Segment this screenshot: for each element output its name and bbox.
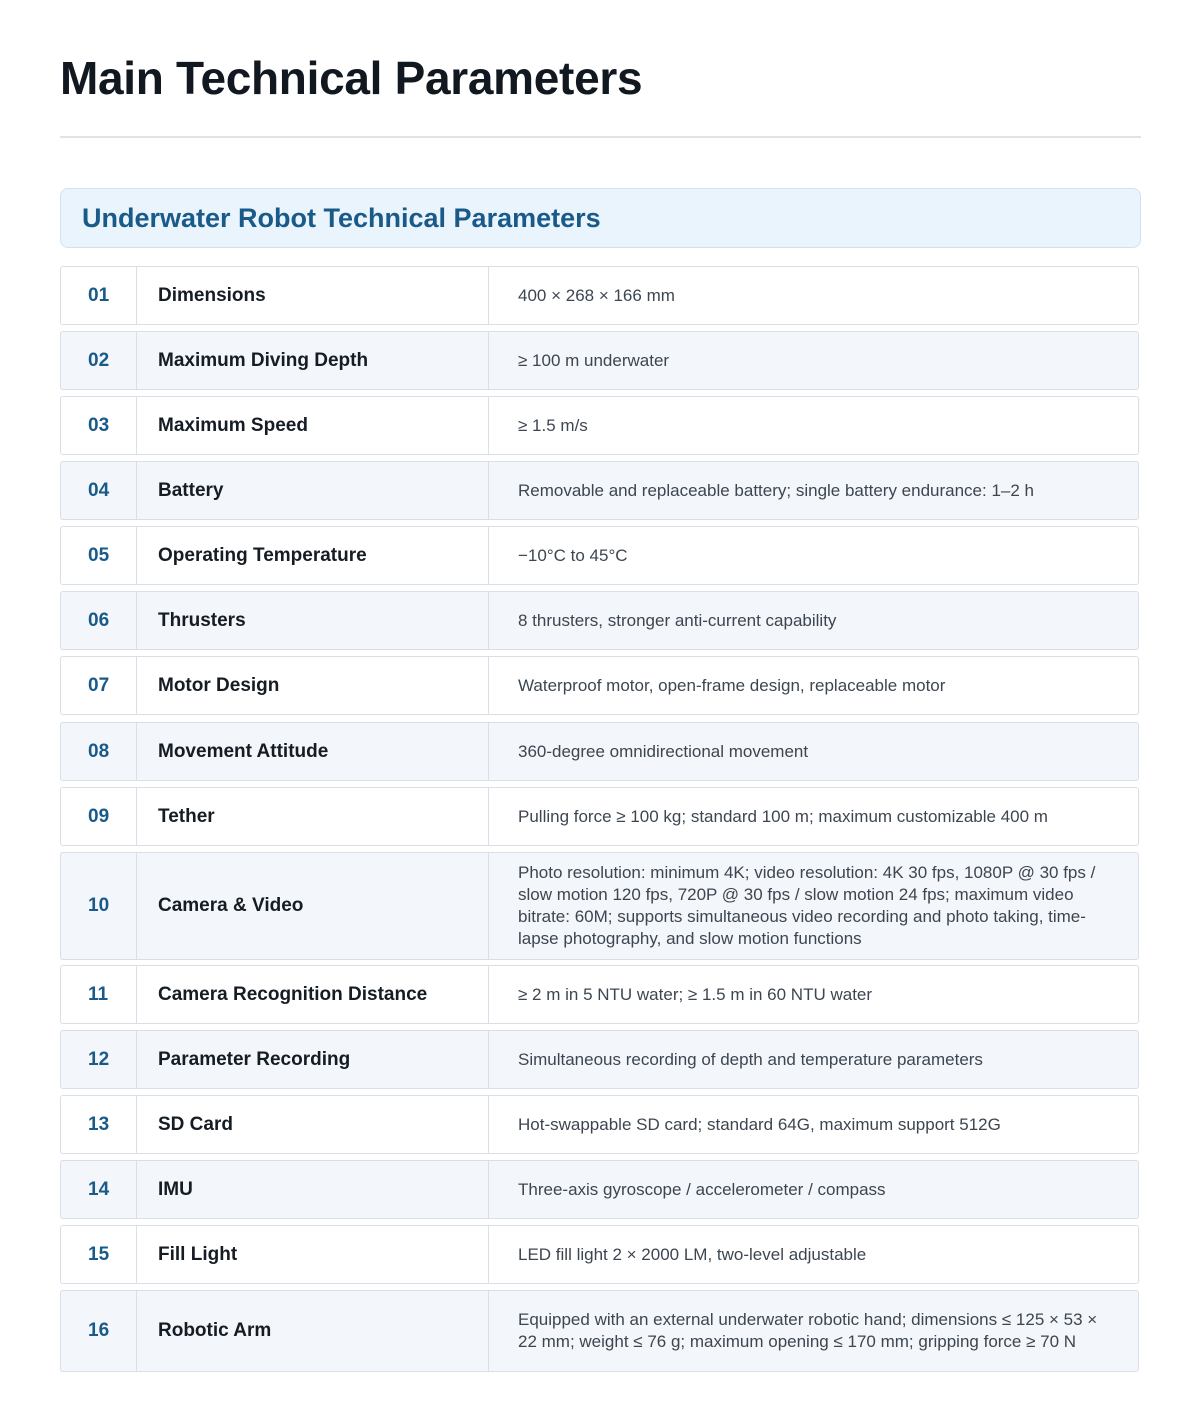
parameter-row [60,1160,1139,1219]
parameter-number: 02 [61,332,137,389]
parameter-number: 16 [61,1291,137,1371]
parameter-row [60,1095,1139,1154]
parameter-value: 8 thrusters, stronger anti-current capability [518,610,837,630]
parameter-number: 10 [61,853,137,959]
parameter-value: Simultaneous recording of depth and temperature parameters [518,1049,983,1069]
parameter-value: Hot-swappable SD card; standard 64G, maximum support 512G [518,1114,1001,1134]
parameter-number: 08 [61,723,137,780]
parameter-number: 14 [61,1161,137,1218]
parameter-name: Camera & Video [138,853,489,959]
parameter-number: 15 [61,1226,137,1283]
parameter-row [60,722,1139,781]
parameter-number: 11 [61,966,137,1023]
parameter-row [60,526,1139,585]
parameter-value: ≥ 1.5 m/s [518,415,588,435]
parameter-row [60,266,1139,325]
parameter-value: ≥ 2 m in 5 NTU water; ≥ 1.5 m in 60 NTU water [518,984,873,1004]
parameter-row [60,461,1139,520]
parameter-name: SD Card [138,1096,489,1153]
parameter-name: Motor Design [138,657,489,714]
parameter-name: Fill Light [138,1226,489,1283]
parameter-name: Maximum Diving Depth [138,332,489,389]
parameter-number: 04 [61,462,137,519]
parameter-row [60,1290,1139,1372]
parameter-row [60,852,1139,960]
parameter-number: 12 [61,1031,137,1088]
parameter-value: Equipped with an external underwater robotic hand; dimensions ≤ 125 × 53 × 22 mm; weight ≤ 76 g; maximum opening ≤ 170 mm; gripping force ≥ 70 N [518,1310,1098,1351]
parameter-number: 03 [61,397,137,454]
page-title: Main Technical Parameters [60,52,643,104]
parameter-value: Removable and replaceable battery; single battery endurance: 1–2 h [518,480,1035,500]
parameter-row [60,787,1139,846]
parameter-number: 01 [61,267,137,324]
parameter-number: 06 [61,592,137,649]
parameter-value: 360-degree omnidirectional movement [518,741,809,761]
parameter-row [60,1225,1139,1284]
parameter-value: Three-axis gyroscope / accelerometer / compass [518,1179,886,1199]
parameter-number: 05 [61,527,137,584]
parameter-name: Camera Recognition Distance [138,966,489,1023]
parameter-name: Battery [138,462,489,519]
parameter-row [60,591,1139,650]
title-divider [60,136,1141,138]
parameter-name: IMU [138,1161,489,1218]
parameter-number: 13 [61,1096,137,1153]
parameter-value: Waterproof motor, open-frame design, replaceable motor [518,675,946,695]
parameter-row [60,656,1139,715]
parameter-name: Dimensions [138,267,489,324]
parameter-value: LED fill light 2 × 2000 LM, two-level adjustable [518,1244,867,1264]
parameter-number: 09 [61,788,137,845]
parameter-value: 400 × 268 × 166 mm [518,285,675,305]
parameter-value: Pulling force ≥ 100 kg; standard 100 m; maximum customizable 400 m [518,806,1048,826]
parameter-name: Operating Temperature [138,527,489,584]
parameter-row [60,965,1139,1024]
parameter-name: Robotic Arm [138,1291,489,1371]
parameter-name: Movement Attitude [138,723,489,780]
parameter-row [60,1030,1139,1089]
parameter-name: Parameter Recording [138,1031,489,1088]
parameter-number: 07 [61,657,137,714]
section-title: Underwater Robot Technical Parameters [82,203,601,233]
parameter-name: Tether [138,788,489,845]
section-header [60,188,1141,248]
parameter-name: Thrusters [138,592,489,649]
parameter-value: ≥ 100 m underwater [518,350,670,370]
parameter-row [60,396,1139,455]
parameter-value: Photo resolution: minimum 4K; video resolution: 4K 30 fps, 1080P @ 30 fps / slow motion 120 fps, 720P @ 30 fps / slow motion 24 fps; maximum video bitrate: 60M; supports simultaneous video recording and photo taking, time-lapse photography, and slow motion functions [518,863,1096,948]
parameter-value: −10°C to 45°C [518,545,628,565]
parameter-row [60,331,1139,390]
parameter-name: Maximum Speed [138,397,489,454]
